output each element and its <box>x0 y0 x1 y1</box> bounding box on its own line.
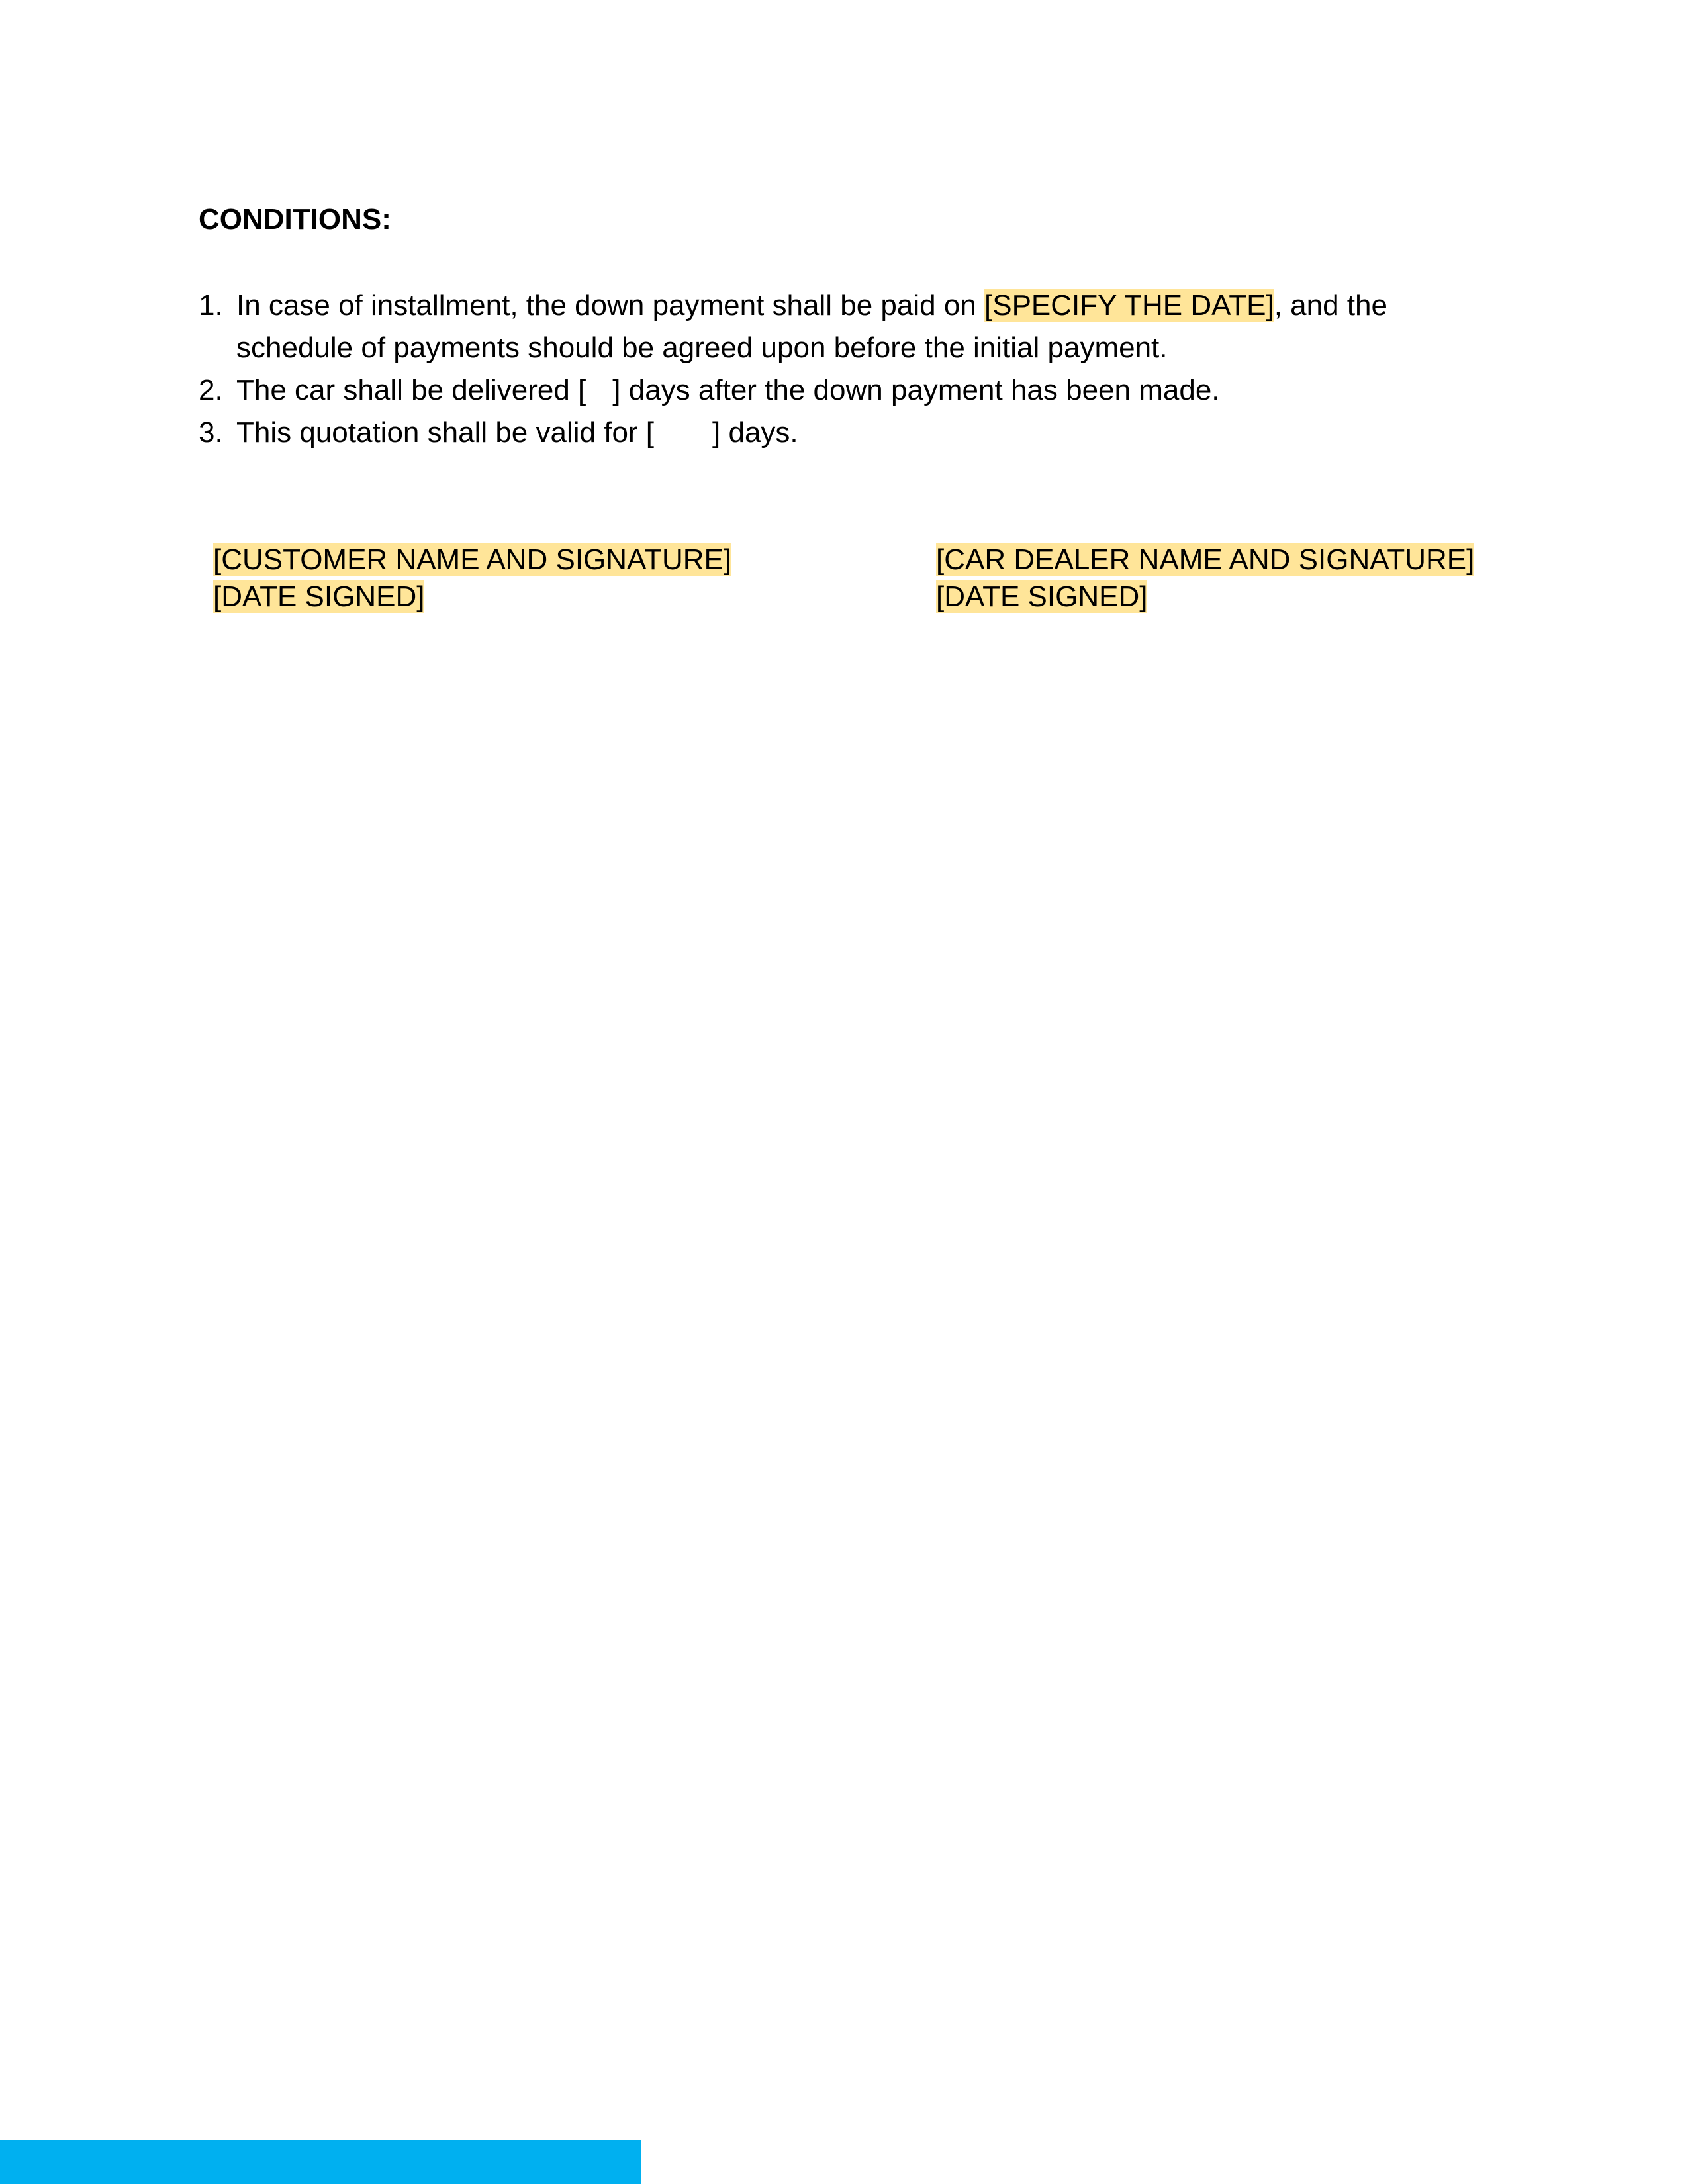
condition-item-3 <box>199 412 1489 454</box>
dealer-signature-block <box>936 541 1474 615</box>
date-placeholder[interactable]: [SPECIFY THE DATE] <box>984 289 1274 322</box>
condition-text: In case of installment, the down payment shall be paid on <box>236 289 985 322</box>
condition-number: 1. <box>199 289 223 322</box>
condition-text: The car shall be delivered [ <box>236 374 586 406</box>
conditions-list <box>199 285 1489 454</box>
condition-item-2 <box>199 369 1489 412</box>
condition-text: , and the schedule of payments should be agreed upon before the initial payment. <box>236 289 1387 364</box>
condition-number: 2. <box>199 374 223 406</box>
condition-number: 3. <box>199 416 223 449</box>
condition-text: ] days. <box>712 416 798 449</box>
footer-accent-bar <box>0 2140 641 2184</box>
condition-item-1 <box>199 285 1489 369</box>
customer-date-signed-placeholder[interactable]: [DATE SIGNED] <box>213 580 425 613</box>
condition-text: This quotation shall be valid for [ <box>236 416 655 449</box>
dealer-name-signature-placeholder[interactable]: [CAR DEALER NAME AND SIGNATURE] <box>936 543 1475 576</box>
conditions-heading: CONDITIONS: <box>199 203 391 236</box>
customer-name-signature-placeholder[interactable]: [CUSTOMER NAME AND SIGNATURE] <box>213 543 732 576</box>
customer-signature-block <box>213 541 731 615</box>
dealer-date-signed-placeholder[interactable]: [DATE SIGNED] <box>936 580 1148 613</box>
condition-text: ] days after the down payment has been made. <box>612 374 1220 406</box>
